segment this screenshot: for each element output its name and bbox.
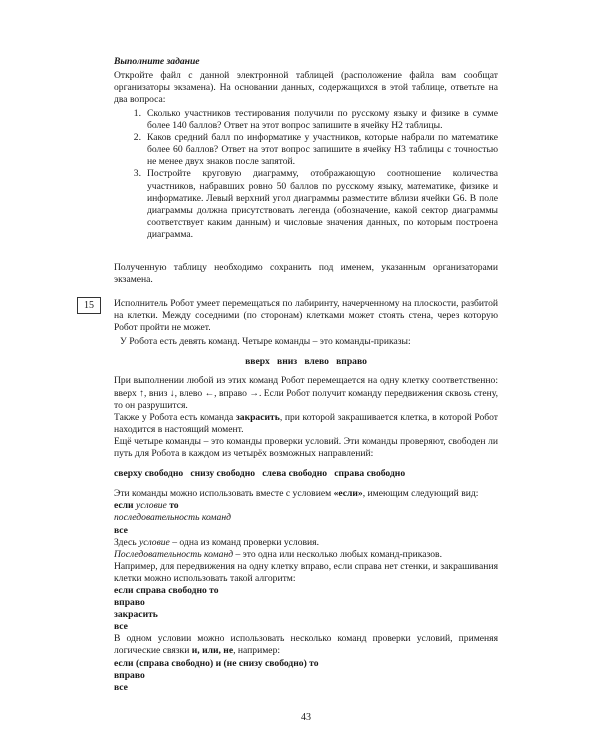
task15-paragraph-4 <box>114 412 498 436</box>
algo1-line: вправо <box>114 597 145 609</box>
sequence-word: Последовательность команд <box>114 548 234 560</box>
task-title: Выполните задание <box>114 56 200 67</box>
syntax-sequence: последовательность команд <box>114 512 231 524</box>
text-span: В одном условии можно использовать несколько команд проверки условий, применяя логические связки <box>114 633 498 657</box>
logic-connectives: и, или, не <box>191 645 234 657</box>
algo2-line: все <box>114 681 128 693</box>
text-span: , при которой закрашивается клетка, в которой Робот находится в настоящий момент. <box>114 411 498 435</box>
question-text: Постройте круговую диаграмму, отображающую соотношение количества участников, набравших ровно 50 баллов по русскому языку, математике, физике и информатике. Левый верхний угол диаграммы разместите вблизи ячейки G6. В поле диаграммы должна присутствовать легенда (обозначение, какой сектор диаграммы соответствует каким данным) и числовые значения данных, по которым построена диаграмма. <box>147 168 498 240</box>
intro-paragraph: Откройте файл с данной электронной таблицей (расположение файла вам сообщат организаторы экзамена). На основании данных, содержащихся в этой таблице, ответьте на два вопроса: <box>114 70 498 106</box>
syntax-end: все <box>114 524 128 536</box>
list-item <box>114 108 498 132</box>
algo2-line: если (справа свободно) и (не снизу свободно) то <box>114 657 319 669</box>
paint-command: закрасить <box>235 411 280 423</box>
if-keyword: «если» <box>333 488 363 500</box>
text-span: Также у Робота есть команда <box>114 411 236 423</box>
syntax-line <box>114 500 498 512</box>
task15-paragraph-8 <box>114 549 498 561</box>
then-keyword: то <box>169 500 179 512</box>
questions-list <box>114 108 498 241</box>
algo1-line: если справа свободно то <box>114 584 219 596</box>
condition-word: условие <box>135 500 167 512</box>
check-commands: сверху свободно снизу свободно слева свободно справа свободно <box>114 468 406 480</box>
task-number-box: 15 <box>77 297 101 314</box>
text-span: – это одна или несколько любых команд-приказов. <box>233 548 442 560</box>
page-number: 43 <box>301 712 311 723</box>
task15-paragraph-2: У Робота есть девять команд. Четыре команды – это команды-приказы: <box>120 336 411 348</box>
move-commands: вверх вниз влево вправо <box>245 356 367 368</box>
task15-paragraph-10 <box>114 633 498 657</box>
task15-paragraph-6 <box>114 488 498 500</box>
task15-paragraph-7 <box>114 537 498 549</box>
task15-paragraph-9: Например, для передвижения на одну клетку вправо, если справа нет стенки, и закрашивания клетки можно использовать такой алгоритм: <box>114 560 498 584</box>
task15-paragraph-1: Исполнитель Робот умеет перемещаться по лабиринту, начерченному на плоскости, разбитой на клетки. Между соседними (по сторонам) клетками может стоять стена, через которую Робот пройти не может. <box>114 298 498 334</box>
text-span: , например: <box>233 645 281 657</box>
task15-paragraph-5: Ещё четыре команды – это команды проверки условий. Эти команды проверяют, свободен ли путь для Робота в каждом из четырёх возможных направлений: <box>114 435 498 460</box>
question-text: Каков средний балл по информатике у участников, которые набрали по математике более 60 баллов? Ответ на этот вопрос запишите в ячейку H3 таблицы с точностью не менее двух знаков после запятой. <box>147 132 498 168</box>
task15-paragraph-3: При выполнении любой из этих команд Робот перемещается на одну клетку соответственно: вверх ↑, вниз ↓, влево ←, вправо →. Если Робот получит команду передвижения сквозь стену, то он разрушится. <box>114 375 498 411</box>
algo1-line: закрасить <box>114 609 158 621</box>
text-span: Эти команды можно использовать вместе с условием <box>114 488 334 500</box>
if-keyword: если <box>114 500 134 512</box>
text-span: Здесь <box>114 536 139 548</box>
text-span: , имеющим следующий вид: <box>362 488 479 500</box>
list-item <box>114 168 498 241</box>
question-number: 1. <box>133 108 141 119</box>
save-note: Полученную таблицу необходимо сохранить под именем, указанным организаторами экзамена. <box>114 262 498 286</box>
question-number: 3. <box>133 168 141 180</box>
task15-body <box>114 298 498 694</box>
text-span: – одна из команд проверки условия. <box>169 536 319 548</box>
algo1-line: все <box>114 621 128 633</box>
question-text: Сколько участников тестирования получили по русскому языку и физике в сумме более 140 баллов? Ответ на этот вопрос запишите в ячейку H2 таблицы. <box>147 108 498 132</box>
list-item <box>114 132 498 168</box>
algo2-line: вправо <box>114 669 145 681</box>
question-number: 2. <box>133 132 141 144</box>
condition-word: условие <box>138 536 170 548</box>
